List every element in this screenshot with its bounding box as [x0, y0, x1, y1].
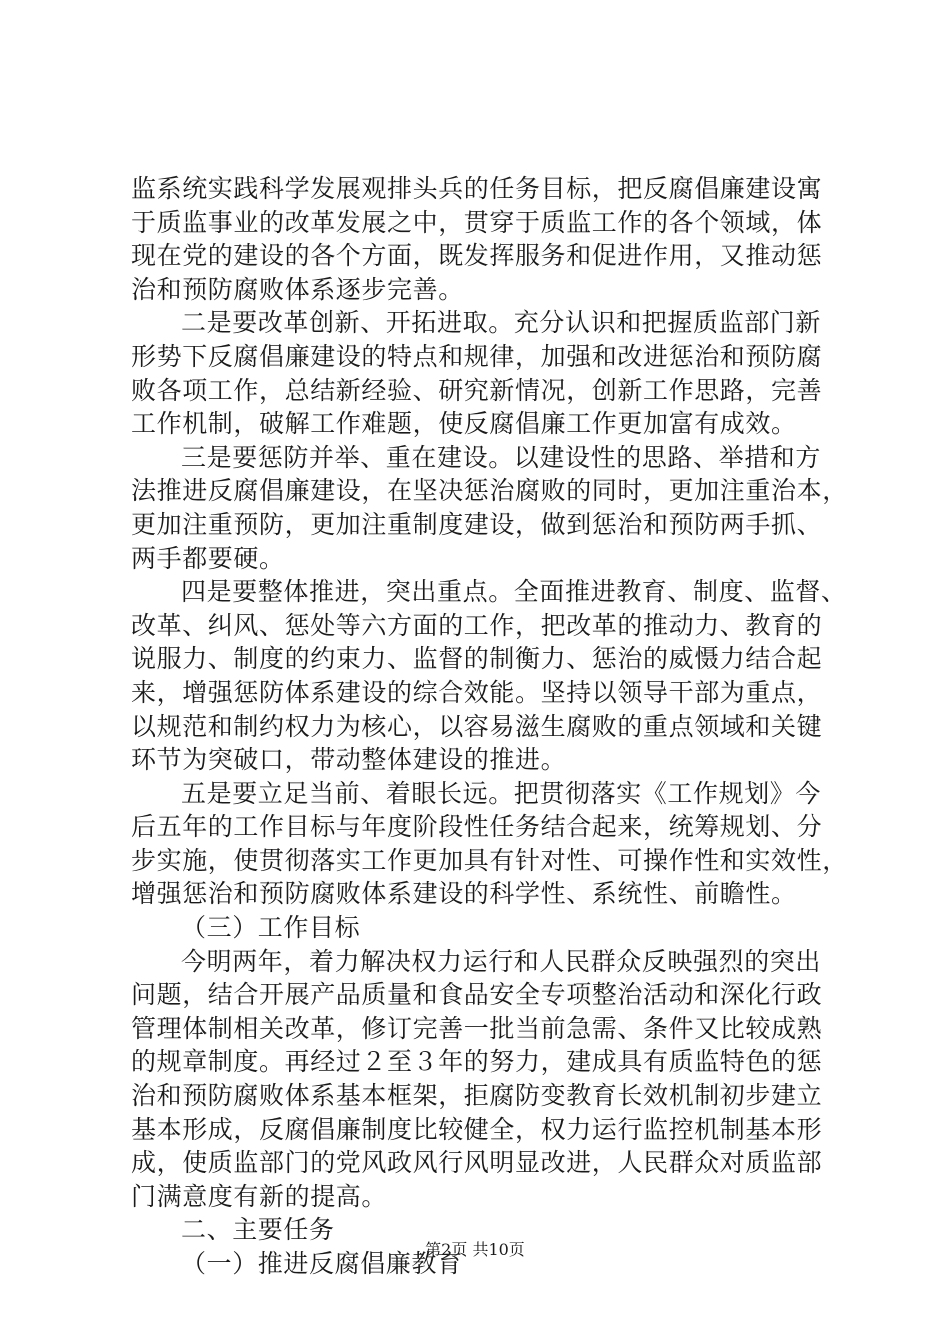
- text-line: 来，增强惩防体系建设的综合效能。坚持以领导干部为重点，: [131, 677, 823, 707]
- text-line: 的规章制度。再经过２至３年的努力，建成具有质监特色的惩: [131, 1047, 823, 1077]
- text-line: 成，使质监部门的党风政风行风明显改进，人民群众对质监部: [131, 1148, 823, 1178]
- text-line: 基本形成，反腐倡廉制度比较健全，权力运行监控机制基本形: [131, 1114, 823, 1144]
- text-line: 现在党的建设的各个方面，既发挥服务和促进作用，又推动惩: [131, 241, 823, 271]
- text-line: （三）工作目标: [181, 913, 361, 943]
- text-line: 改革、纠风、惩处等六方面的工作，把改革的推动力、教育的: [131, 610, 823, 640]
- document-body: [131, 172, 848, 1281]
- text-line: 门满意度有新的提高。: [131, 1181, 388, 1211]
- text-line: 管理体制相关改革，修订完善一批当前急需、条件又比较成熟: [131, 1013, 823, 1043]
- text-line: 三是要惩防并举、重在建设。以建设性的思路、举措和方: [181, 442, 822, 472]
- text-line: 工作机制，破解工作难题，使反腐倡廉工作更加富有成效。: [131, 409, 797, 439]
- text-line: 以规范和制约权力为核心，以容易滋生腐败的重点领域和关键: [131, 711, 823, 741]
- text-line: 法推进反腐倡廉建设，在坚决惩治腐败的同时，更加注重治本，: [131, 476, 848, 506]
- text-line: 二、主要任务: [181, 1215, 335, 1245]
- text-line: 说服力、制度的约束力、监督的制衡力、惩治的威慑力结合起: [131, 644, 823, 674]
- text-line: 形势下反腐倡廉建设的特点和规律，加强和改进惩治和预防腐: [131, 341, 823, 371]
- text-line: 问题，结合开展产品质量和食品安全专项整治活动和深化行政: [131, 980, 823, 1010]
- text-line: （一）推进反腐倡廉教育: [181, 1249, 463, 1278]
- text-line: 今明两年，着力解决权力运行和人民群众反映强烈的突出: [181, 946, 822, 976]
- text-line: 后五年的工作目标与年度阶段性任务结合起来，统筹规划、分: [131, 812, 823, 842]
- text-line: 增强惩治和预防腐败体系建设的科学性、系统性、前瞻性。: [131, 879, 797, 909]
- page-footer: 第2页 共10页: [425, 1240, 525, 1259]
- text-line: 败各项工作，总结新经验、研究新情况，创新工作思路，完善: [131, 375, 823, 405]
- text-line: 治和预防腐败体系基本框架，拒腐防变教育长效机制初步建立: [131, 1081, 823, 1111]
- text-line: 环节为突破口，带动整体建设的推进。: [131, 745, 567, 775]
- text-line: 两手都要硬。: [131, 543, 285, 573]
- text-line: 二是要改革创新、开拓进取。充分认识和把握质监部门新: [181, 308, 822, 338]
- text-line: 于质监事业的改革发展之中，贯穿于质监工作的各个领域，体: [131, 207, 823, 237]
- text-line: 步实施，使贯彻落实工作更加具有针对性、可操作性和实效性，: [131, 845, 848, 875]
- text-line: 更加注重预防，更加注重制度建设，做到惩治和预防两手抓、: [131, 509, 823, 539]
- text-line: 四是要整体推进，突出重点。全面推进教育、制度、监督、: [181, 577, 847, 607]
- text-line: 治和预防腐败体系逐步完善。: [131, 274, 464, 304]
- text-line: 五是要立足当前、着眼长远。把贯彻落实《工作规划》今: [181, 778, 822, 808]
- text-line: 监系统实践科学发展观排头兵的任务目标，把反腐倡廉建设寓: [131, 174, 823, 203]
